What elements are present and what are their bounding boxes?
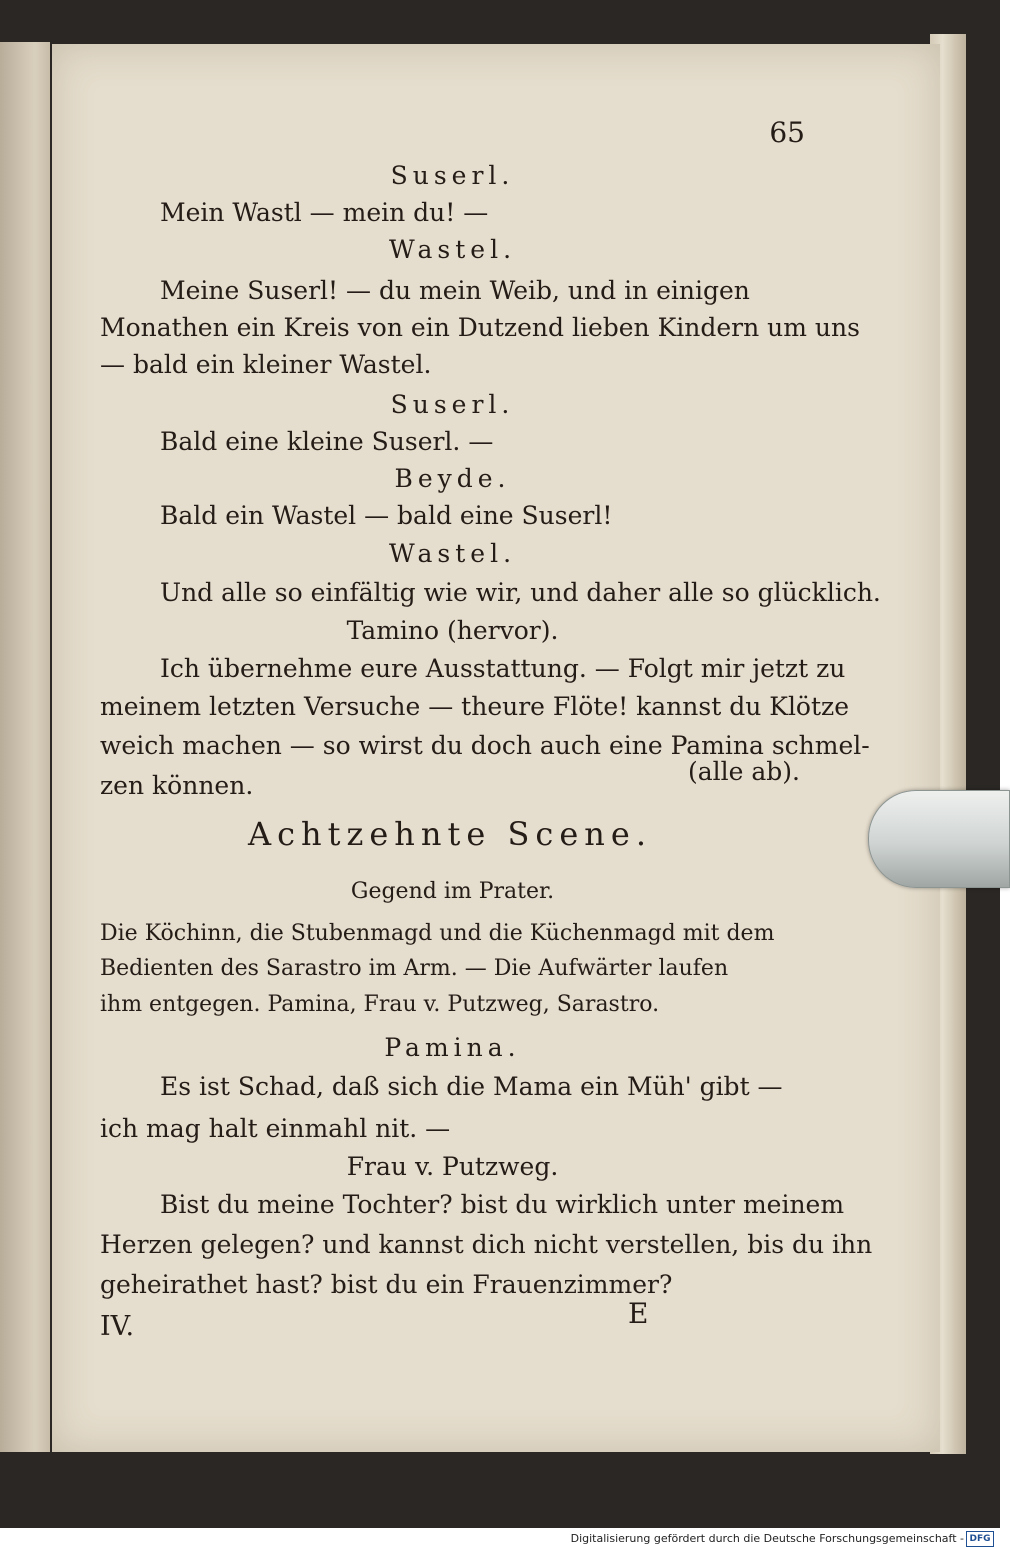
catchword: E <box>628 1297 649 1330</box>
footer-credit: Digitalisierung gefördert durch die Deutsche Forschungsgemeinschaft - <box>570 1532 964 1545</box>
signature-mark: IV. <box>100 1311 135 1342</box>
dialogue-line: Bald ein Wastel — bald eine Suserl! <box>160 501 613 530</box>
stage-direction: (alle ab). <box>688 757 800 786</box>
dialogue-line: weich machen — so wirst du doch auch eine Pamina schmel- <box>100 731 870 760</box>
dfg-logo: DFG <box>966 1531 994 1547</box>
bookmark-clip <box>868 790 1010 888</box>
speaker-wastel: Wastel. <box>388 539 517 568</box>
dialogue-line: meinem letzten Versuche — theure Flöte! kannst du Klötze <box>100 692 849 721</box>
dialogue-line: geheirathet hast? bist du ein Frauenzimmer? <box>100 1270 673 1299</box>
stage-direction: Die Köchinn, die Stubenmagd und die Küchenmagd mit dem <box>100 921 775 946</box>
dialogue-line: Ich übernehme eure Ausstattung. — Folgt mir jetzt zu <box>160 654 846 683</box>
speaker-frau-putzweg: Frau v. Putzweg. <box>346 1152 559 1181</box>
dialogue-line: Es ist Schad, daß sich die Mama ein Müh' gibt — <box>160 1072 783 1101</box>
scene-heading: Achtzehnte Scene. <box>248 815 652 853</box>
speaker-suserl: Suserl. <box>390 390 515 419</box>
speaker-tamino: Tamino (hervor). <box>346 616 559 645</box>
dialogue-line: Bald eine kleine Suserl. — <box>160 427 494 456</box>
dialogue-line: Herzen gelegen? und kannst dich nicht verstellen, bis du ihn <box>100 1230 873 1259</box>
dialogue-line: zen können. <box>100 771 254 800</box>
stage-direction: Bedienten des Sarastro im Arm. — Die Aufwärter laufen <box>100 956 729 981</box>
scene-setting: Gegend im Prater. <box>350 879 555 904</box>
stage-direction: ihm entgegen. Pamina, Frau v. Putzweg, Sarastro. <box>100 992 660 1017</box>
speaker-suserl: Suserl. <box>390 161 515 190</box>
dialogue-line: Und alle so einfältig wie wir, und daher alle so glücklich. <box>160 578 881 607</box>
dialogue-line: — bald ein kleiner Wastel. <box>100 350 432 379</box>
page-number: 65 <box>769 116 805 149</box>
dialogue-line: Bist du meine Tochter? bist du wirklich unter meinem <box>160 1190 845 1219</box>
dialogue-line: Monathen ein Kreis von ein Dutzend lieben Kindern um uns <box>100 313 860 342</box>
dialogue-line: Mein Wastl — mein du! — <box>160 198 489 227</box>
speaker-wastel: Wastel. <box>388 235 517 264</box>
speaker-beyde: Beyde. <box>394 464 511 493</box>
dialogue-line: ich mag halt einmahl nit. — <box>100 1114 451 1143</box>
left-page-edge <box>0 42 50 1452</box>
speaker-pamina: Pamina. <box>384 1033 521 1062</box>
dialogue-line: Meine Suserl! — du mein Weib, und in einigen <box>160 276 750 305</box>
